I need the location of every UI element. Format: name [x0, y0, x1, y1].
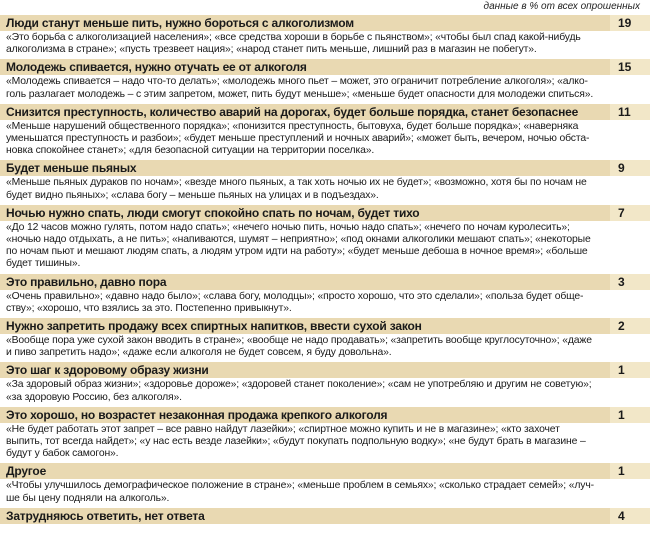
answer-quotes	[0, 290, 650, 315]
answer-percent-value: 15	[618, 60, 632, 75]
answer-quotes	[0, 120, 650, 158]
quote-line: «Меньше пьяных дураков по ночам»; «везде много пьяных, а так хоть ночью их не будет»; «возможно, хотя бы по ночам не	[6, 177, 587, 189]
answer-header	[0, 362, 650, 378]
answer-percent	[610, 318, 650, 334]
answer-quotes	[0, 334, 650, 359]
answer-quotes	[0, 176, 650, 201]
answer-row	[0, 274, 650, 315]
answer-percent-value: 9	[618, 161, 625, 176]
answer-percent	[610, 104, 650, 120]
answer-title: Это шаг к здоровому образу жизни	[6, 363, 209, 378]
answer-percent	[610, 508, 650, 524]
quote-line: будет тишины».	[6, 258, 81, 270]
answer-title: Это хорошо, но возрастет незаконная продажа крепкого алкоголя	[6, 407, 388, 422]
answer-title: Другое	[6, 464, 47, 479]
quote-line: «За здоровый образ жизни»; «здоровье дороже»; «здоровей станет поколение»; «сам не употребляю и другим не советую»;	[6, 379, 592, 391]
answer-quotes	[0, 479, 650, 504]
answer-row	[0, 205, 650, 271]
answer-percent	[610, 274, 650, 290]
answer-quotes	[0, 378, 650, 403]
answer-row	[0, 160, 650, 201]
answer-percent-value: 1	[618, 363, 625, 378]
answer-header	[0, 160, 650, 176]
answer-header	[0, 463, 650, 479]
answer-header	[0, 274, 650, 290]
answer-title: Будет меньше пьяных	[6, 161, 137, 176]
quote-line: «Очень правильно»; «давно надо было»; «слава богу, молодцы»; «просто хорошо, что это сделали»; «польза будет обще-	[6, 290, 584, 302]
quote-line: «До 12 часов можно гулять, потом надо спать»; «нечего ночью пить, ночью надо спать»; «нечего по ночам куролесить»;	[6, 221, 570, 233]
answer-percent-value: 1	[618, 407, 625, 422]
quote-line: будут у бабок самогон».	[6, 448, 119, 460]
answer-percent	[610, 205, 650, 221]
answer-percent-value: 4	[618, 508, 625, 523]
quote-line: «за здоровую Россию, без алкоголя».	[6, 391, 182, 403]
answer-percent	[610, 160, 650, 176]
quote-line: уменьшатся преступность и разбои»; «будет меньше преступлений и ночных аварий»; «может быть, вечером, ночью обста-	[6, 133, 590, 145]
quote-line: голь разлагает молодежь – с этим запретом, может, пить будут меньше»; «меньше будет опасности для молодежи спиться».	[6, 88, 594, 100]
quote-line: «Вообще пора уже сухой закон вводить в стране»; «вообще не надо продавать»; «запретить вообще круглосуточно»; «даже	[6, 335, 592, 347]
quote-line: алкоголизма в стране»; «пусть трезвеет нация»; «народ станет пить меньше, лишний раз в магазин не побегут».	[6, 44, 537, 56]
answer-header	[0, 59, 650, 75]
answer-row	[0, 59, 650, 100]
quote-line: будет видно пьяных»; «слава богу – меньше пьяных на улицах и в подъездах».	[6, 189, 379, 201]
answer-title: Снизится преступность, количество аварий на дорогах, будет больше порядка, станет безопаснее	[6, 104, 579, 119]
answer-header	[0, 205, 650, 221]
answer-title: Ночью нужно спать, люди смогут спокойно спать по ночам, будет тихо	[6, 205, 420, 220]
answer-percent	[610, 362, 650, 378]
quote-line: ству»; «хорошо, что взялись за это. Постепенно привыкнут».	[6, 302, 292, 314]
quote-line: новка спокойнее станет»; «для безопасной ситуации на территории поселка».	[6, 145, 375, 157]
answer-quotes	[0, 31, 650, 56]
answer-percent-value: 7	[618, 205, 625, 220]
quote-line: «Не будет работать этот запрет – все равно найдут лазейки»; «спиртное можно купить и не в магазине»; «кто захочет	[6, 423, 560, 435]
quote-line: «Чтобы улучшилось демографическое положение в стране»; «меньше проблем в семьях»; «сколько страдает семей»; «луч-	[6, 480, 594, 492]
answer-percent	[610, 59, 650, 75]
answer-row	[0, 407, 650, 461]
answer-row	[0, 15, 650, 56]
answer-percent-value: 2	[618, 319, 625, 334]
quote-line: выпить, тот всегда найдет»; «у нас есть везде лазейки»; «будут покупать подпольную водку»; «не будут брать в магазине –	[6, 436, 586, 448]
answer-row	[0, 362, 650, 403]
answer-header	[0, 508, 650, 524]
answer-title: Нужно запретить продажу всех спиртных напитков, ввести сухой закон	[6, 319, 422, 334]
answer-list	[0, 15, 650, 524]
answer-title: Молодежь спивается, нужно отучать ее от алкоголя	[6, 60, 307, 75]
answer-percent-value: 3	[618, 274, 625, 289]
answer-percent-value: 1	[618, 464, 625, 479]
answer-row	[0, 318, 650, 359]
quote-line: «ночью надо отдыхать, а не пить»; «напиваются, шумят – неприятно»; «под окнами алкоголики мешают спать»; «некоторые	[6, 234, 591, 246]
answer-header	[0, 15, 650, 31]
answer-quotes	[0, 75, 650, 100]
answer-percent-value: 19	[618, 16, 632, 30]
quote-line: по ночам пьют и мешают людям спать, а людям утром идти на работу»; «будет меньше дебоша в ночное время»; «больше	[6, 246, 588, 258]
answer-percent	[610, 463, 650, 479]
quote-line: и пиво запретить надо»; «даже если алкоголя не будет совсем, я буду довольна».	[6, 347, 392, 359]
answer-title: Это правильно, давно пора	[6, 274, 167, 289]
answer-title: Затрудняюсь ответить, нет ответа	[6, 508, 205, 523]
answer-row	[0, 463, 650, 504]
answer-header	[0, 407, 650, 423]
answer-row	[0, 104, 650, 158]
answer-header	[0, 104, 650, 120]
answer-percent-value: 11	[618, 104, 631, 119]
answer-quotes	[0, 423, 650, 461]
answer-row	[0, 508, 650, 524]
answer-percent	[610, 15, 650, 31]
answer-title: Люди станут меньше пить, нужно бороться с алкоголизмом	[6, 16, 354, 30]
answer-header	[0, 318, 650, 334]
answer-percent	[610, 407, 650, 423]
units-note: данные в % от всех опрошенных	[483, 1, 640, 12]
quote-line: «Молодежь спивается – надо что-то делать»; «молодежь много пьет – может, это ограничит потребление алкоголя»; «алко-	[6, 76, 588, 88]
quote-line: «Меньше нарушений общественного порядка»; «понизится преступность, бытовуха, будет больше порядка»; «наверняка	[6, 120, 579, 132]
quote-line: ше бы цену подняли на алкоголь».	[6, 492, 170, 504]
answer-quotes	[0, 221, 650, 271]
quote-line: «Это борьба с алкоголизацией населения»; «все средства хороши в борьбе с пьянством»; «чтобы был спад какой-нибудь	[6, 32, 581, 43]
